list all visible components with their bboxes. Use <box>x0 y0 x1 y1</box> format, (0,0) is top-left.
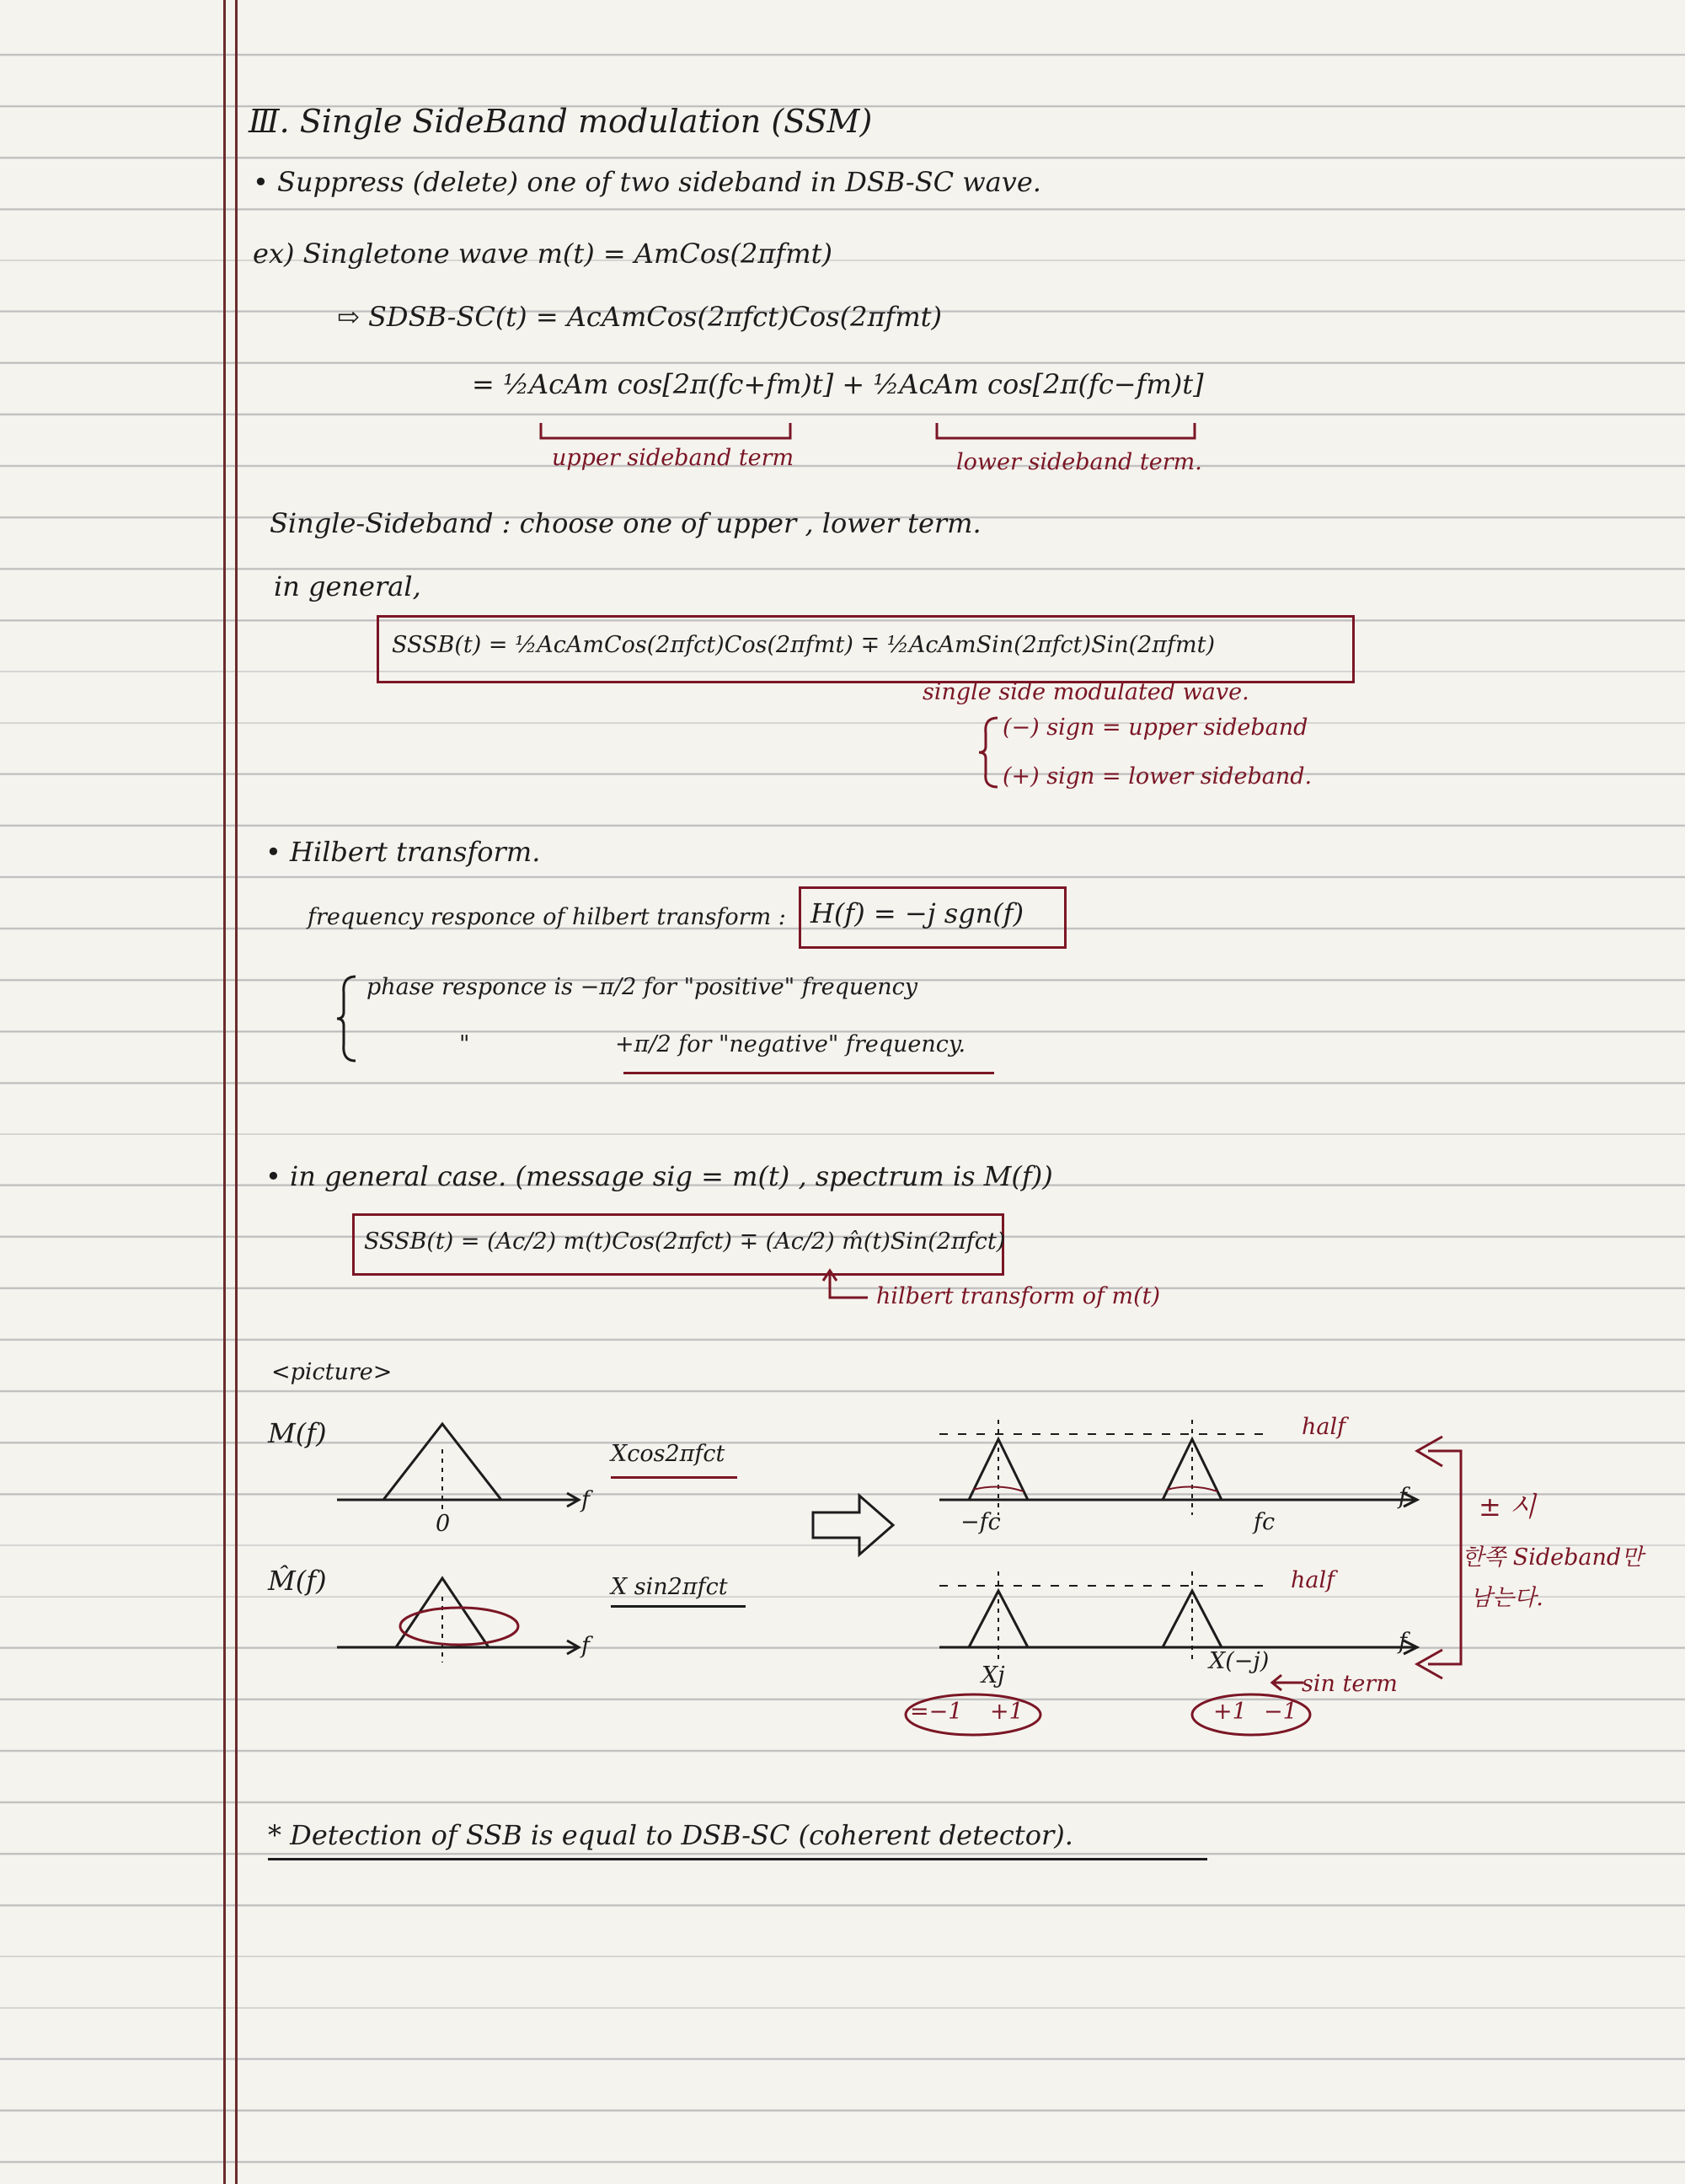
minus-sign-note: (−) sign = upper sideband <box>1003 715 1308 741</box>
phase-brace <box>335 973 361 1066</box>
korean-note-2: 남는다. <box>1470 1585 1543 1611</box>
plus1-right: +1 <box>1213 1699 1247 1725</box>
phase-underline <box>623 1072 994 1074</box>
dsb-sc-formula: ⇨ SDSB-SC(t) = AcAmCos(2πfct)Cos(2πfmt) <box>337 301 943 333</box>
plus-sign-note: (+) sign = lower sideband. <box>1003 763 1313 790</box>
picture-label: <picture> <box>271 1359 393 1385</box>
general-case-title: • in general case. (message sig = m(t) , spectrum is M(f)) <box>265 1160 1053 1192</box>
mhat-spectrum <box>333 1563 586 1673</box>
minus1-right: −1 <box>1264 1699 1297 1725</box>
hilbert-note: hilbert transform of m(t) <box>876 1283 1161 1309</box>
phase-positive: phase responce is −π/2 for "positive" frequency <box>366 974 918 1000</box>
korean-note-1: 한쪽 Sideband만 <box>1462 1544 1644 1571</box>
sin-modulated-spectrum <box>935 1567 1424 1668</box>
singletone-example: ex) Singletone wave m(t) = AmCos(2πfmt) <box>253 238 832 270</box>
upper-sideband-label: upper sideband term <box>552 445 794 471</box>
mhat-axis-f: f <box>581 1633 590 1659</box>
margin-line-1 <box>223 0 226 2184</box>
hilbert-freq-response: frequency responce of hilbert transform : <box>308 904 786 930</box>
single-side-note: single side modulated wave. <box>923 679 1249 705</box>
sin-term-label: sin term <box>1302 1671 1398 1697</box>
xj-left-label: Xj <box>982 1662 1005 1689</box>
plus-minus-label: ± 시 <box>1479 1491 1536 1523</box>
hilbert-title: • Hilbert transform. <box>265 836 541 868</box>
cos-axis-f: f <box>1399 1484 1407 1510</box>
fc-label: fc <box>1254 1509 1276 1535</box>
mf-label: M(f) <box>268 1417 327 1449</box>
hilbert-note-arrow <box>821 1266 872 1308</box>
detection-note: * Detection of SSB is equal to DSB-SC (coherent detector). <box>268 1819 1073 1851</box>
x-cos-label: Xcos2πfct <box>611 1441 725 1467</box>
mhat-label: M̂(f) <box>268 1565 327 1597</box>
in-general-text: in general, <box>274 570 421 602</box>
xj-right-label: X(−j) <box>1209 1648 1270 1674</box>
note-brace <box>977 715 1003 790</box>
sin-axis-f: f <box>1399 1629 1407 1655</box>
neg-fc-label: −fc <box>960 1509 1001 1535</box>
upper-term-bracket <box>539 421 792 447</box>
plus1-left: +1 <box>990 1699 1024 1725</box>
lower-term-bracket <box>935 421 1196 447</box>
half-bottom-label: half <box>1291 1567 1335 1593</box>
mf-zero: 0 <box>436 1511 451 1537</box>
x-sin-underline <box>611 1605 746 1608</box>
mf-axis-f: f <box>581 1487 590 1513</box>
margin-line-2 <box>235 0 238 2184</box>
phase-ditto: " <box>459 1031 470 1057</box>
ssb-formula: SSSB(t) = ½AcAmCos(2πfct)Cos(2πfmt) ∓ ½AcAmSin(2πfct)Sin(2πfmt) <box>392 632 1216 658</box>
half-top-label: half <box>1302 1414 1346 1440</box>
single-sideband-text: Single-Sideband : choose one of upper , lower term. <box>270 507 982 539</box>
mf-spectrum <box>333 1416 586 1525</box>
lower-sideband-label: lower sideband term. <box>956 449 1202 475</box>
x-cos-underline <box>611 1476 737 1479</box>
phase-negative: +π/2 for "negative" frequency. <box>615 1031 966 1057</box>
detection-underline <box>268 1858 1207 1860</box>
section-heading: Ⅲ. Single SideBand modulation (SSM) <box>249 103 873 140</box>
expansion-formula: = ½AcAm cos[2π(fc+fm)t] + ½AcAm cos[2π(fc−fm)t] <box>472 368 1204 400</box>
hilbert-formula: H(f) = −j sgn(f) <box>810 897 1024 929</box>
general-formula: SSSB(t) = (Ac/2) m(t)Cos(2πfct) ∓ (Ac/2) m̂(t)Sin(2πfct) <box>364 1228 1006 1255</box>
result-arrow <box>809 1491 901 1559</box>
suppress-bullet: • Suppress (delete) one of two sideband in DSB-SC wave. <box>253 166 1041 198</box>
sum-bracket <box>1407 1432 1466 1677</box>
x-sin-label: X sin2πfct <box>611 1574 728 1600</box>
minus1-left: =−1 <box>910 1699 963 1725</box>
cos-modulated-spectrum <box>935 1416 1424 1525</box>
